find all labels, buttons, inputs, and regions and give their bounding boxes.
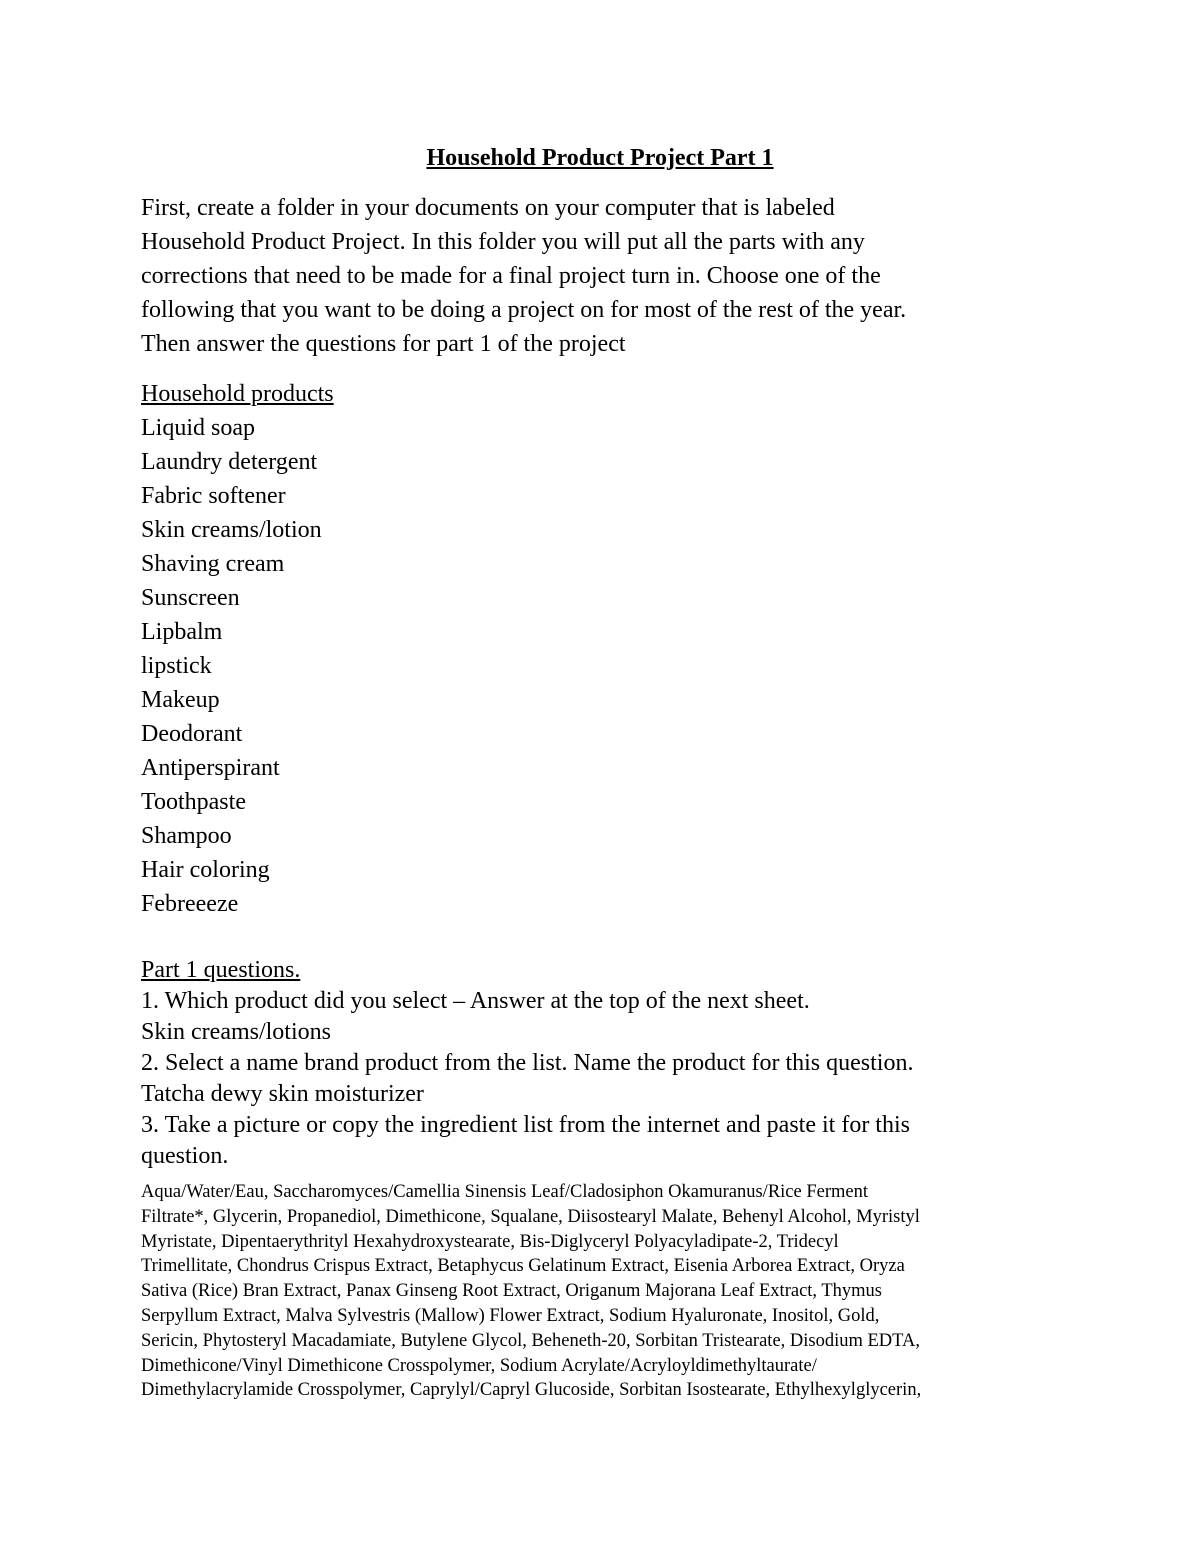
- ingredient-line: Myristate, Dipentaerythrityl Hexahydroxystearate, Bis-Diglyceryl Polyacyladipate-2, Tridecyl: [141, 1231, 839, 1252]
- household-products-section: [141, 377, 1061, 921]
- list-item: Febreeeze: [141, 891, 239, 917]
- list-item: Antiperspirant: [141, 755, 280, 781]
- list-item: Makeup: [141, 687, 220, 713]
- intro-line: corrections that need to be made for a final project turn in. Choose one of the: [141, 263, 881, 289]
- list-item: Hair coloring: [141, 857, 270, 883]
- ingredient-line: Dimethylacrylamide Crosspolymer, Caprylyl/Capryl Glucoside, Sorbitan Isostearate, Ethylhexylglycerin,: [141, 1380, 922, 1401]
- list-item: Sunscreen: [141, 585, 240, 611]
- ingredient-line: Aqua/Water/Eau, Saccharomyces/Camellia Sinensis Leaf/Cladosiphon Okamuranus/Rice Ferment: [141, 1182, 869, 1202]
- question-1: 1. Which product did you select – Answer at the top of the next sheet.: [141, 988, 810, 1014]
- ingredient-line: Filtrate*, Glycerin, Propanediol, Dimethicone, Squalane, Diisostearyl Malate, Behenyl Alcohol, Myristyl: [141, 1206, 920, 1227]
- ingredient-line: Sericin, Phytosteryl Macadamiate, Butylene Glycol, Beheneth-20, Sorbitan Tristearate, Disodium EDTA,: [141, 1330, 920, 1351]
- list-item: Lipbalm: [141, 619, 223, 645]
- ingredient-line: Trimellitate, Chondrus Crispus Extract, Betaphycus Gelatinum Extract, Eisenia Arborea Extract, Oryza: [141, 1256, 905, 1277]
- list-item: Shampoo: [141, 823, 232, 849]
- products-heading: Household products: [141, 381, 334, 407]
- answer-2: Tatcha dewy skin moisturizer: [141, 1081, 424, 1107]
- list-item: Skin creams/lotion: [141, 517, 322, 543]
- list-item: Liquid soap: [141, 415, 255, 441]
- ingredient-line: Sativa (Rice) Bran Extract, Panax Ginseng Root Extract, Origanum Majorana Leaf Extract, Thymus: [141, 1281, 882, 1302]
- intro-line: First, create a folder in your documents on your computer that is labeled: [141, 195, 835, 221]
- ingredient-line: Dimethicone/Vinyl Dimethicone Crosspolymer, Sodium Acrylate/Acryloyldimethyltaurate/: [141, 1355, 817, 1376]
- questions-section: [141, 955, 1061, 1172]
- intro-line: Household Product Project. In this folder you will put all the parts with any: [141, 229, 865, 255]
- ingredient-line: Serpyllum Extract, Malva Sylvestris (Mallow) Flower Extract, Sodium Hyaluronate, Inositol, Gold,: [141, 1305, 880, 1326]
- question-2: 2. Select a name brand product from the list. Name the product for this question.: [141, 1050, 914, 1076]
- list-item: lipstick: [141, 653, 212, 679]
- intro-line: following that you want to be doing a project on for most of the rest of the year.: [141, 297, 907, 323]
- list-item: Deodorant: [141, 721, 243, 747]
- list-item: Shaving cream: [141, 551, 285, 577]
- list-item: Toothpaste: [141, 789, 246, 815]
- question-3: 3. Take a picture or copy the ingredient list from the internet and paste it for this: [141, 1112, 910, 1138]
- question-3-continued: question.: [141, 1143, 229, 1169]
- list-item: Fabric softener: [141, 483, 286, 509]
- answer-1: Skin creams/lotions: [141, 1019, 331, 1045]
- questions-heading: Part 1 questions.: [141, 957, 301, 983]
- intro-paragraph: [141, 191, 1061, 361]
- ingredient-list: [141, 1180, 1061, 1403]
- product-list: [141, 411, 1061, 921]
- intro-line: Then answer the questions for part 1 of the project: [141, 331, 626, 357]
- document-title: Household Product Project Part 1: [426, 145, 774, 171]
- list-item: Laundry detergent: [141, 449, 318, 475]
